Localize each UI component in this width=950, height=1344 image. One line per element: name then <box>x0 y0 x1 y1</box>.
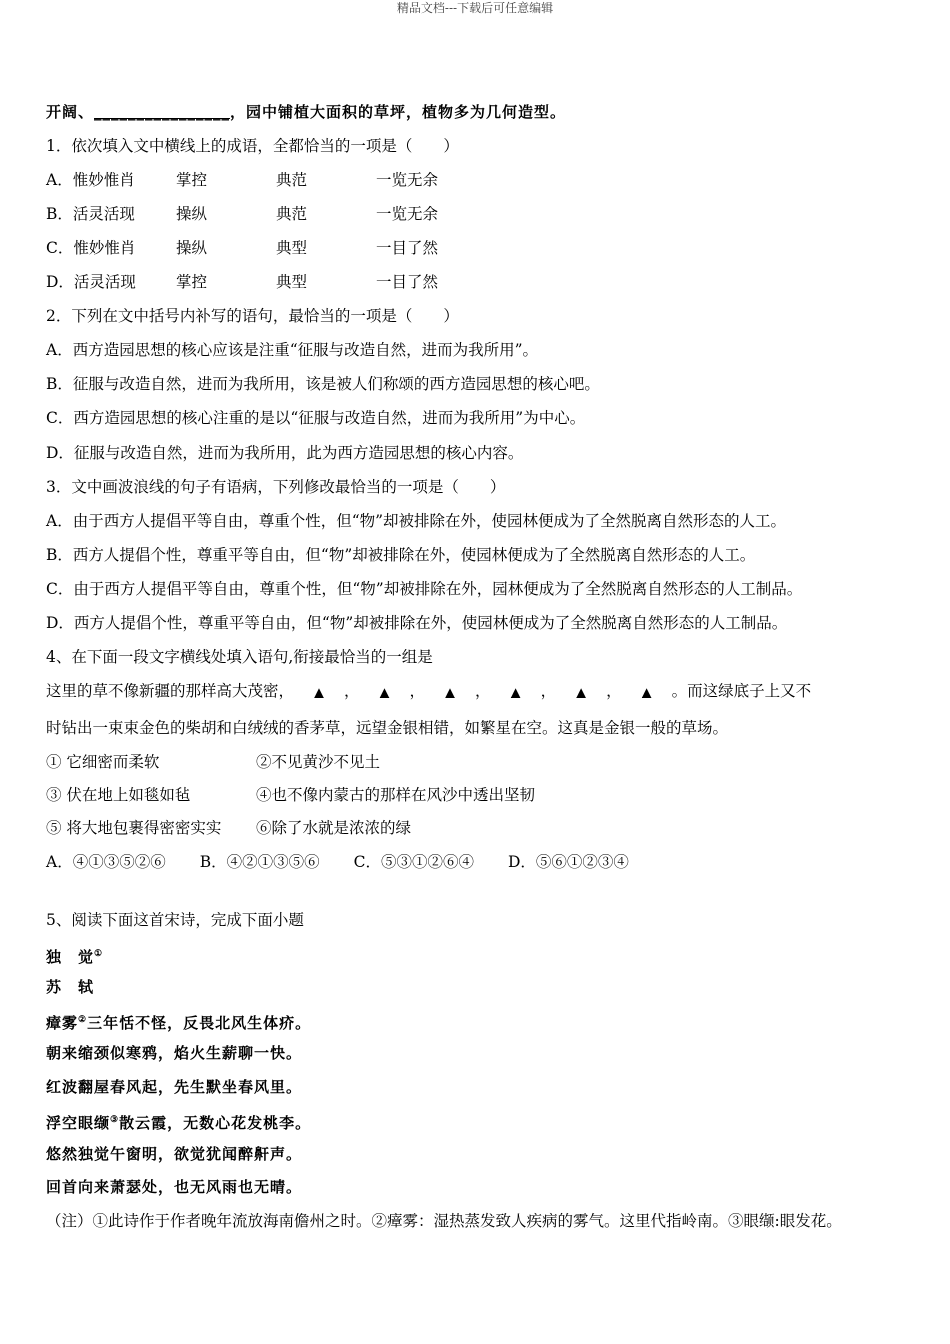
q1-option-a <box>46 169 438 191</box>
poem-line-5: 悠然独觉午窗明，欲觉犹闻醉鼾声。 <box>46 1145 303 1163</box>
q4-blank-3: ▲ <box>445 685 455 699</box>
q4-items-row3 <box>46 817 411 839</box>
q1-b-col1: B．活灵活现 <box>46 205 135 223</box>
q2-option-b: B．征服与改造自然，进而为我所用，该是被人们称颂的西方造园思想的核心吧。 <box>46 375 600 393</box>
q1-c-col1: C．惟妙惟肖 <box>46 239 136 257</box>
q4-item-1: ① 它细密而柔软 <box>46 753 160 771</box>
poem-line-6: 回首向来萧瑟处，也无风雨也无晴。 <box>46 1178 303 1196</box>
poem-title <box>46 943 103 968</box>
q4-blank-1: ▲ <box>314 685 324 699</box>
intro-line <box>46 101 566 123</box>
q4-blank-4: ▲ <box>510 685 521 699</box>
q4-answers <box>46 851 663 873</box>
page-header: 精品文档---下载后可任意编辑 <box>396 1 554 15</box>
poem-title-text: 独 觉 <box>46 948 95 966</box>
q4-items-row1 <box>46 751 380 773</box>
q3-option-c: C．由于西方人提倡平等自由，尊重个性，但“物”却被排除在外，园林便成为了全然脱离自然形态的人工制品。 <box>46 580 803 598</box>
poem-line-4 <box>46 1109 311 1134</box>
poem-line-2: 朝来缩颈似寒鸦，焰火生薪聊一快。 <box>46 1044 303 1062</box>
q4-answer-b: B．④②①③⑤⑥ <box>199 853 320 871</box>
q4-item-6: ⑥除了水就是浓浓的绿 <box>256 819 412 837</box>
q1-option-d <box>46 271 438 293</box>
poem-line-4-a: 浮空眼缬 <box>46 1114 111 1132</box>
q1-c-col3: 典型 <box>276 239 308 257</box>
poem-line-1-a: 瘴雾 <box>46 1014 79 1032</box>
poem-author: 苏 轼 <box>46 978 95 996</box>
q3-stem: 3．文中画波浪线的句子有语病，下列修改最恰当的一项是（ ） <box>46 478 506 496</box>
q1-b-col4: 一览无余 <box>376 205 439 223</box>
q4-paragraph-line2: 时钻出一束束金色的柴胡和白绒绒的香茅草，远望金银相错，如繁星在空。这真是金银一般的草场。 <box>46 719 729 737</box>
q1-d-col4: 一目了然 <box>376 273 439 291</box>
q2-stem: 2．下列在文中括号内补写的语句，最恰当的一项是（ ） <box>46 307 459 325</box>
poem-line-1 <box>46 1009 311 1034</box>
q1-d-col2: 掌控 <box>176 273 208 291</box>
q3-option-d: D．西方人提倡个性，尊重平等自由，但“物”却被排除在外，使园林便成为了全然脱离自然形态的人工制品。 <box>46 614 788 632</box>
q4-blank-5: ▲ <box>576 685 586 699</box>
q4-paragraph-line1: 这里的草不像新疆的那样高大茂密， ▲ ， ▲ ， ▲ ， ▲ ， ▲ ， ▲ 。而这绿底子上又不 <box>46 680 811 703</box>
intro-post: ，园中铺植大面积的草坪，植物多为几何造型。 <box>230 103 567 121</box>
q4-item-3: ③ 伏在地上如毯如毡 <box>46 786 191 804</box>
q1-a-col3: 典范 <box>276 171 308 189</box>
q2-option-c: C．西方造园思想的核心注重的是以“征服与改造自然，进而为我所用”为中心。 <box>46 409 586 427</box>
q4-item-5: ⑤ 将大地包裹得密密实实 <box>46 819 222 837</box>
q4-para-start: 这里的草不像新疆的那样高大茂密， <box>46 682 295 700</box>
q1-stem: 1．依次填入文中横线上的成语，全都恰当的一项是（ ） <box>46 137 459 155</box>
q4-para-end: 。而这绿底子上又不 <box>671 682 812 700</box>
q4-blank-6: ▲ <box>641 685 652 699</box>
q4-answer-d: D．⑤⑥①②③④ <box>507 853 629 871</box>
q4-answer-c: C．⑤③①②⑥④ <box>353 853 474 871</box>
q4-item-4: ④也不像内蒙古的那样在风沙中透出坚韧 <box>256 786 536 804</box>
q2-option-d: D．征服与改造自然，进而为我所用，此为西方造园思想的核心内容。 <box>46 444 524 462</box>
q4-blank-2: ▲ <box>379 685 390 699</box>
poem-footnote: （注）①此诗作于作者晚年流放海南儋州之时。②瘴雾：湿热蒸发致人疾病的雾气。这里代指岭南。③眼缬:眼发花。 <box>46 1212 842 1230</box>
poem-title-note: ① <box>94 949 104 959</box>
poem-line-4-b: 散云霞，无数心花发桃李。 <box>119 1114 312 1132</box>
intro-blank: ________________ <box>94 103 231 121</box>
intro-pre: 开阔、 <box>46 103 95 121</box>
q3-option-a: A．由于西方人提倡平等自由，尊重个性，但“物”却被排除在外，使园林便成为了全然脱离自然形态的人工。 <box>46 512 787 530</box>
q1-a-col1: A．惟妙惟肖 <box>46 171 135 189</box>
poem-line-1-b: 三年恬不怪，反畏北风生体疥。 <box>87 1014 312 1032</box>
q1-option-c <box>46 237 438 259</box>
q1-b-col3: 典范 <box>276 205 308 223</box>
q3-option-b: B．西方人提倡个性，尊重平等自由，但“物”却被排除在外，使园林便成为了全然脱离自然形态的人工。 <box>46 546 756 564</box>
poem-line-1-note: ② <box>78 1015 88 1025</box>
poem-line-3: 红波翻屋春风起，先生默坐春风里。 <box>46 1078 303 1096</box>
q1-c-col2: 操纵 <box>176 239 208 257</box>
q4-items-row2 <box>46 784 535 806</box>
q2-option-a: A．西方造园思想的核心应该是注重“征服与改造自然，进而为我所用”。 <box>46 341 539 359</box>
q1-option-b <box>46 203 438 225</box>
q5-stem: 5、阅读下面这首宋诗，完成下面小题 <box>46 911 304 929</box>
q1-a-col2: 掌控 <box>176 171 208 189</box>
q4-stem: 4、在下面一段文字横线处填入语句,衔接最恰当的一组是 <box>46 648 433 666</box>
q1-a-col4: 一览无余 <box>376 171 439 189</box>
q1-d-col3: 典型 <box>276 273 308 291</box>
poem-line-4-note: ③ <box>110 1115 120 1125</box>
q4-answer-a: A．④①③⑤②⑥ <box>46 853 166 871</box>
q1-d-col1: D．活灵活现 <box>46 273 136 291</box>
q1-b-col2: 操纵 <box>176 205 208 223</box>
q1-c-col4: 一目了然 <box>376 239 439 257</box>
q4-item-2: ②不见黄沙不见土 <box>256 753 381 771</box>
